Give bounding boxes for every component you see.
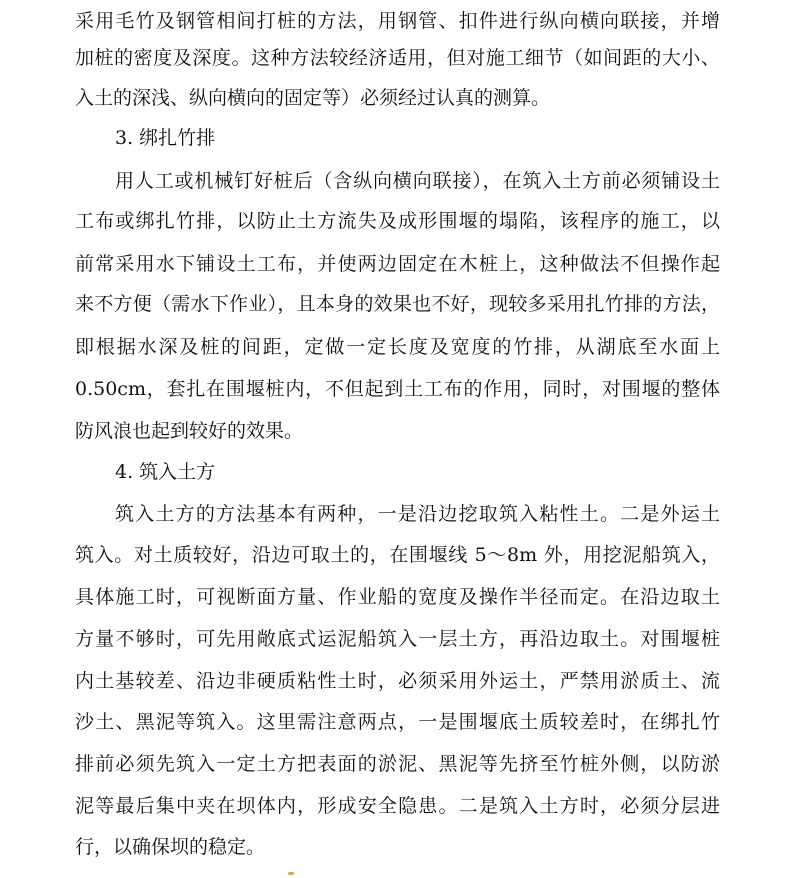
paragraph-line: 方量不够时，可先用敞底式运泥船筑入一层土方，再沿边取土。对围堰桩 [75, 628, 720, 650]
paragraph-line: 沙土、黑泥等筑入。这里需注意两点，一是围堰底土质较差时，在绑扎竹 [75, 711, 720, 733]
paragraph-line: 行，以确保坝的稳定。 [75, 836, 266, 858]
paragraph-line: 入土的深浅、纵向横向的固定等）必须经过认真的测算。 [75, 87, 551, 109]
paragraph-line: 筑入土方的方法基本有两种，一是沿边挖取筑入粘性土。二是外运土 [115, 503, 720, 525]
paragraph-line: 用人工或机械钉好桩后（含纵向横向联接），在筑入土方前必须铺设土 [115, 170, 720, 192]
paragraph-line: 内土基较差、沿边非硬质粘性土时，必须采用外运土，严禁用淤质土、流 [75, 670, 720, 692]
paragraph-line: 来不方便（需水下作业），且本身的效果也不好，现较多采用扎竹排的方法， [75, 293, 720, 315]
paragraph-line: 筑入。对土质较好，沿边可取土的，在围堰线 5～8m 外，用挖泥船筑入， [75, 544, 720, 566]
paragraph-line: 即根据水深及桩的间距，定做一定长度及宽度的竹排，从湖底至水面上 [75, 336, 720, 358]
section-heading-4: 4. 筑入土方 [115, 461, 216, 483]
paragraph-line: 0.50cm，套扎在围堰桩内，不但起到土工布的作用，同时，对围堰的整体 [75, 378, 720, 400]
paragraph-line: 泥等最后集中夹在坝体内，形成安全隐患。二是筑入土方时，必须分层进 [75, 795, 720, 817]
paragraph-line: 具体施工时，可视断面方量、作业船的宽度及操作半径而定。在沿边取土 [75, 586, 720, 608]
paragraph-line: 前常采用水下铺设土工布，并使两边固定在木桩上，这种做法不但操作起 [75, 253, 720, 275]
paragraph-line: 采用毛竹及钢管相间打桩的方法，用钢管、扣件进行纵向横向联接，并增 [75, 10, 720, 32]
paragraph-line: 防风浪也起到较好的效果。 [75, 420, 304, 442]
paragraph-line: 排前必须先筑入一定土方把表面的淤泥、黑泥等先挤至竹桩外侧，以防淤 [75, 753, 720, 775]
page-edge-mark [288, 872, 294, 875]
paragraph-line: 工布或绑扎竹排，以防止土方流失及成形围堰的塌陷，该程序的施工，以 [75, 210, 720, 232]
paragraph-line: 加桩的密度及深度。这种方法较经济适用，但对施工细节（如间距的大小、 [75, 47, 720, 69]
section-heading-3: 3. 绑扎竹排 [115, 127, 216, 149]
